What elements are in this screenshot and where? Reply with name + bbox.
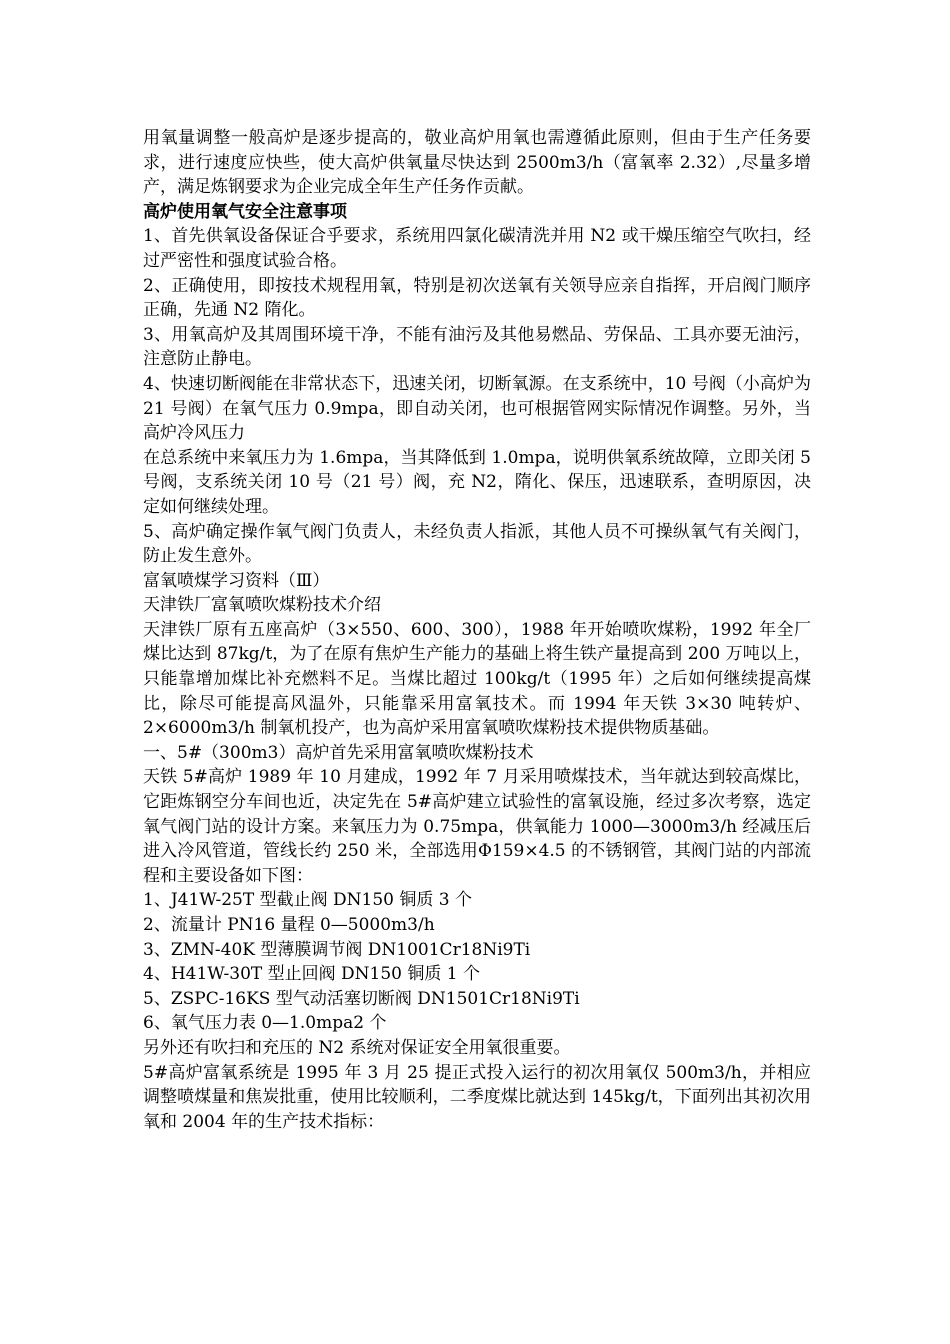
section-heading-safety: 高炉使用氧气安全注意事项 xyxy=(143,201,347,222)
paragraph-operation-results: 5#高炉富氧系统是 1995 年 3 月 25 提正式投入运行的初次用氧仅 500m3/h，并相应调整喷煤量和焦炭批重，使用比较顺利，二季度煤比就达到 145kg/t，下面列出其初次用氧和 2004 年的生产技术指标： xyxy=(143,1062,811,1132)
equipment-item-5: 5、ZSPC-16KS 型气动活塞切断阀 DN1501Cr18Ni9Ti xyxy=(143,988,580,1009)
equipment-item-2: 2、流量计 PN16 量程 0—5000m3/h xyxy=(143,915,435,935)
equipment-item-4: 4、H41W-30T 型止回阀 DN150 铜质 1 个 xyxy=(143,964,481,985)
equipment-item-6: 6、氧气压力表 0—1.0mpa2 个 xyxy=(143,1013,387,1034)
safety-item-4-continued: 在总系统中来氧压力为 1.6mpa，当其降低到 1.0mpa，说明供氧系统故障，立即关闭 5 号阀，支系统关闭 10 号（21 号）阀，充 N2，隋化、保压，迅速联系，查明原因，决定如何继续处理。 xyxy=(143,447,811,517)
document-page xyxy=(143,126,811,1134)
equipment-item-3: 3、ZMN-40K 型薄膜调节阀 DN1001Cr18Ni9Ti xyxy=(143,939,531,960)
paragraph-n2-system: 另外还有吹扫和充压的 N2 系统对保证安全用氧很重要。 xyxy=(143,1037,571,1058)
paragraph-tianjin-background: 天津铁厂原有五座高炉（3×550、600、300），1988 年开始喷吹煤粉，1992 年全厂煤比达到 87kg/t，为了在原有焦炉生产能力的基础上将生铁产量提高到 200 万吨以上，只能靠增加煤比补充燃料不足。当煤比超过 100kg/t（1995 年）之后如何继续提高煤比，除尽可能提高风温外，只能靠采用富氧技术。而 1994 年天铁 3×30 吨转炉、2×6000m3/h 制氧机投产，也为高炉采用富氧喷吹煤粉技术提供物质基础。 xyxy=(143,619,811,739)
safety-item-5: 5、高炉确定操作氧气阀门负责人，未经负责人指派，其他人员不可操纵氧气有关阀门，防止发生意外。 xyxy=(143,521,811,567)
safety-item-4: 4、快速切断阀能在非常状态下，迅速关闭，切断氧源。在支系统中，10 号阀（小高炉为 21 号阀）在氧气压力 0.9mpa，即自动关闭，也可根据管网实际情况作调整。另外，当高炉冷风压力 xyxy=(143,373,811,444)
equipment-item-1: 1、J41W-25T 型截止阀 DN150 铜质 3 个 xyxy=(143,890,473,911)
paragraph-5-furnace-details: 天铁 5#高炉 1989 年 10 月建成，1992 年 7 月采用喷煤技术，当年就达到较高煤比，它距炼钢空分车间也近，决定先在 5#高炉建立试验性的富氧设施，经过多次考察，选定氧气阀门站的设计方案。来氧压力为 0.75mpa，供氧能力 1000—3000m3/h 经减压后进入冷风管道，管线长约 250 米，全部选用Φ159×4.5 的不锈钢管，其阀门站的内部流程和主要设备如下图： xyxy=(143,767,811,886)
section-title-study-material: 富氧喷煤学习资料（Ⅲ） xyxy=(143,570,330,591)
safety-item-2: 2、正确使用，即按技术规程用氧，特别是初次送氧有关领导应亲自指挥，开启阀门顺序正确，先通 N2 隋化。 xyxy=(143,275,811,321)
safety-item-3: 3、用氧高炉及其周围环境干净，不能有油污及其他易燃品、劳保品、工具亦要无油污，注意防止静电。 xyxy=(143,324,811,370)
subsection-title-5-furnace: 一、5#（300m3）高炉首先采用富氧喷吹煤粉技术 xyxy=(143,742,534,763)
safety-item-1: 1、首先供氧设备保证合乎要求，系统用四氯化碳清洗并用 N2 或干燥压缩空气吹扫，经过严密性和强度试验合格。 xyxy=(143,226,811,271)
paragraph-intro: 用氧量调整一般高炉是逐步提高的，敬业高炉用氧也需遵循此原则，但由于生产任务要求，进行速度应快些，使大高炉供氧量尽快达到 2500m3/h（富氧率 2.32）,尽量多增产，满足炼钢要求为企业完成全年生产任务作贡献。 xyxy=(143,128,811,198)
section-title-tianjin: 天津铁厂富氧喷吹煤粉技术介绍 xyxy=(143,595,381,616)
